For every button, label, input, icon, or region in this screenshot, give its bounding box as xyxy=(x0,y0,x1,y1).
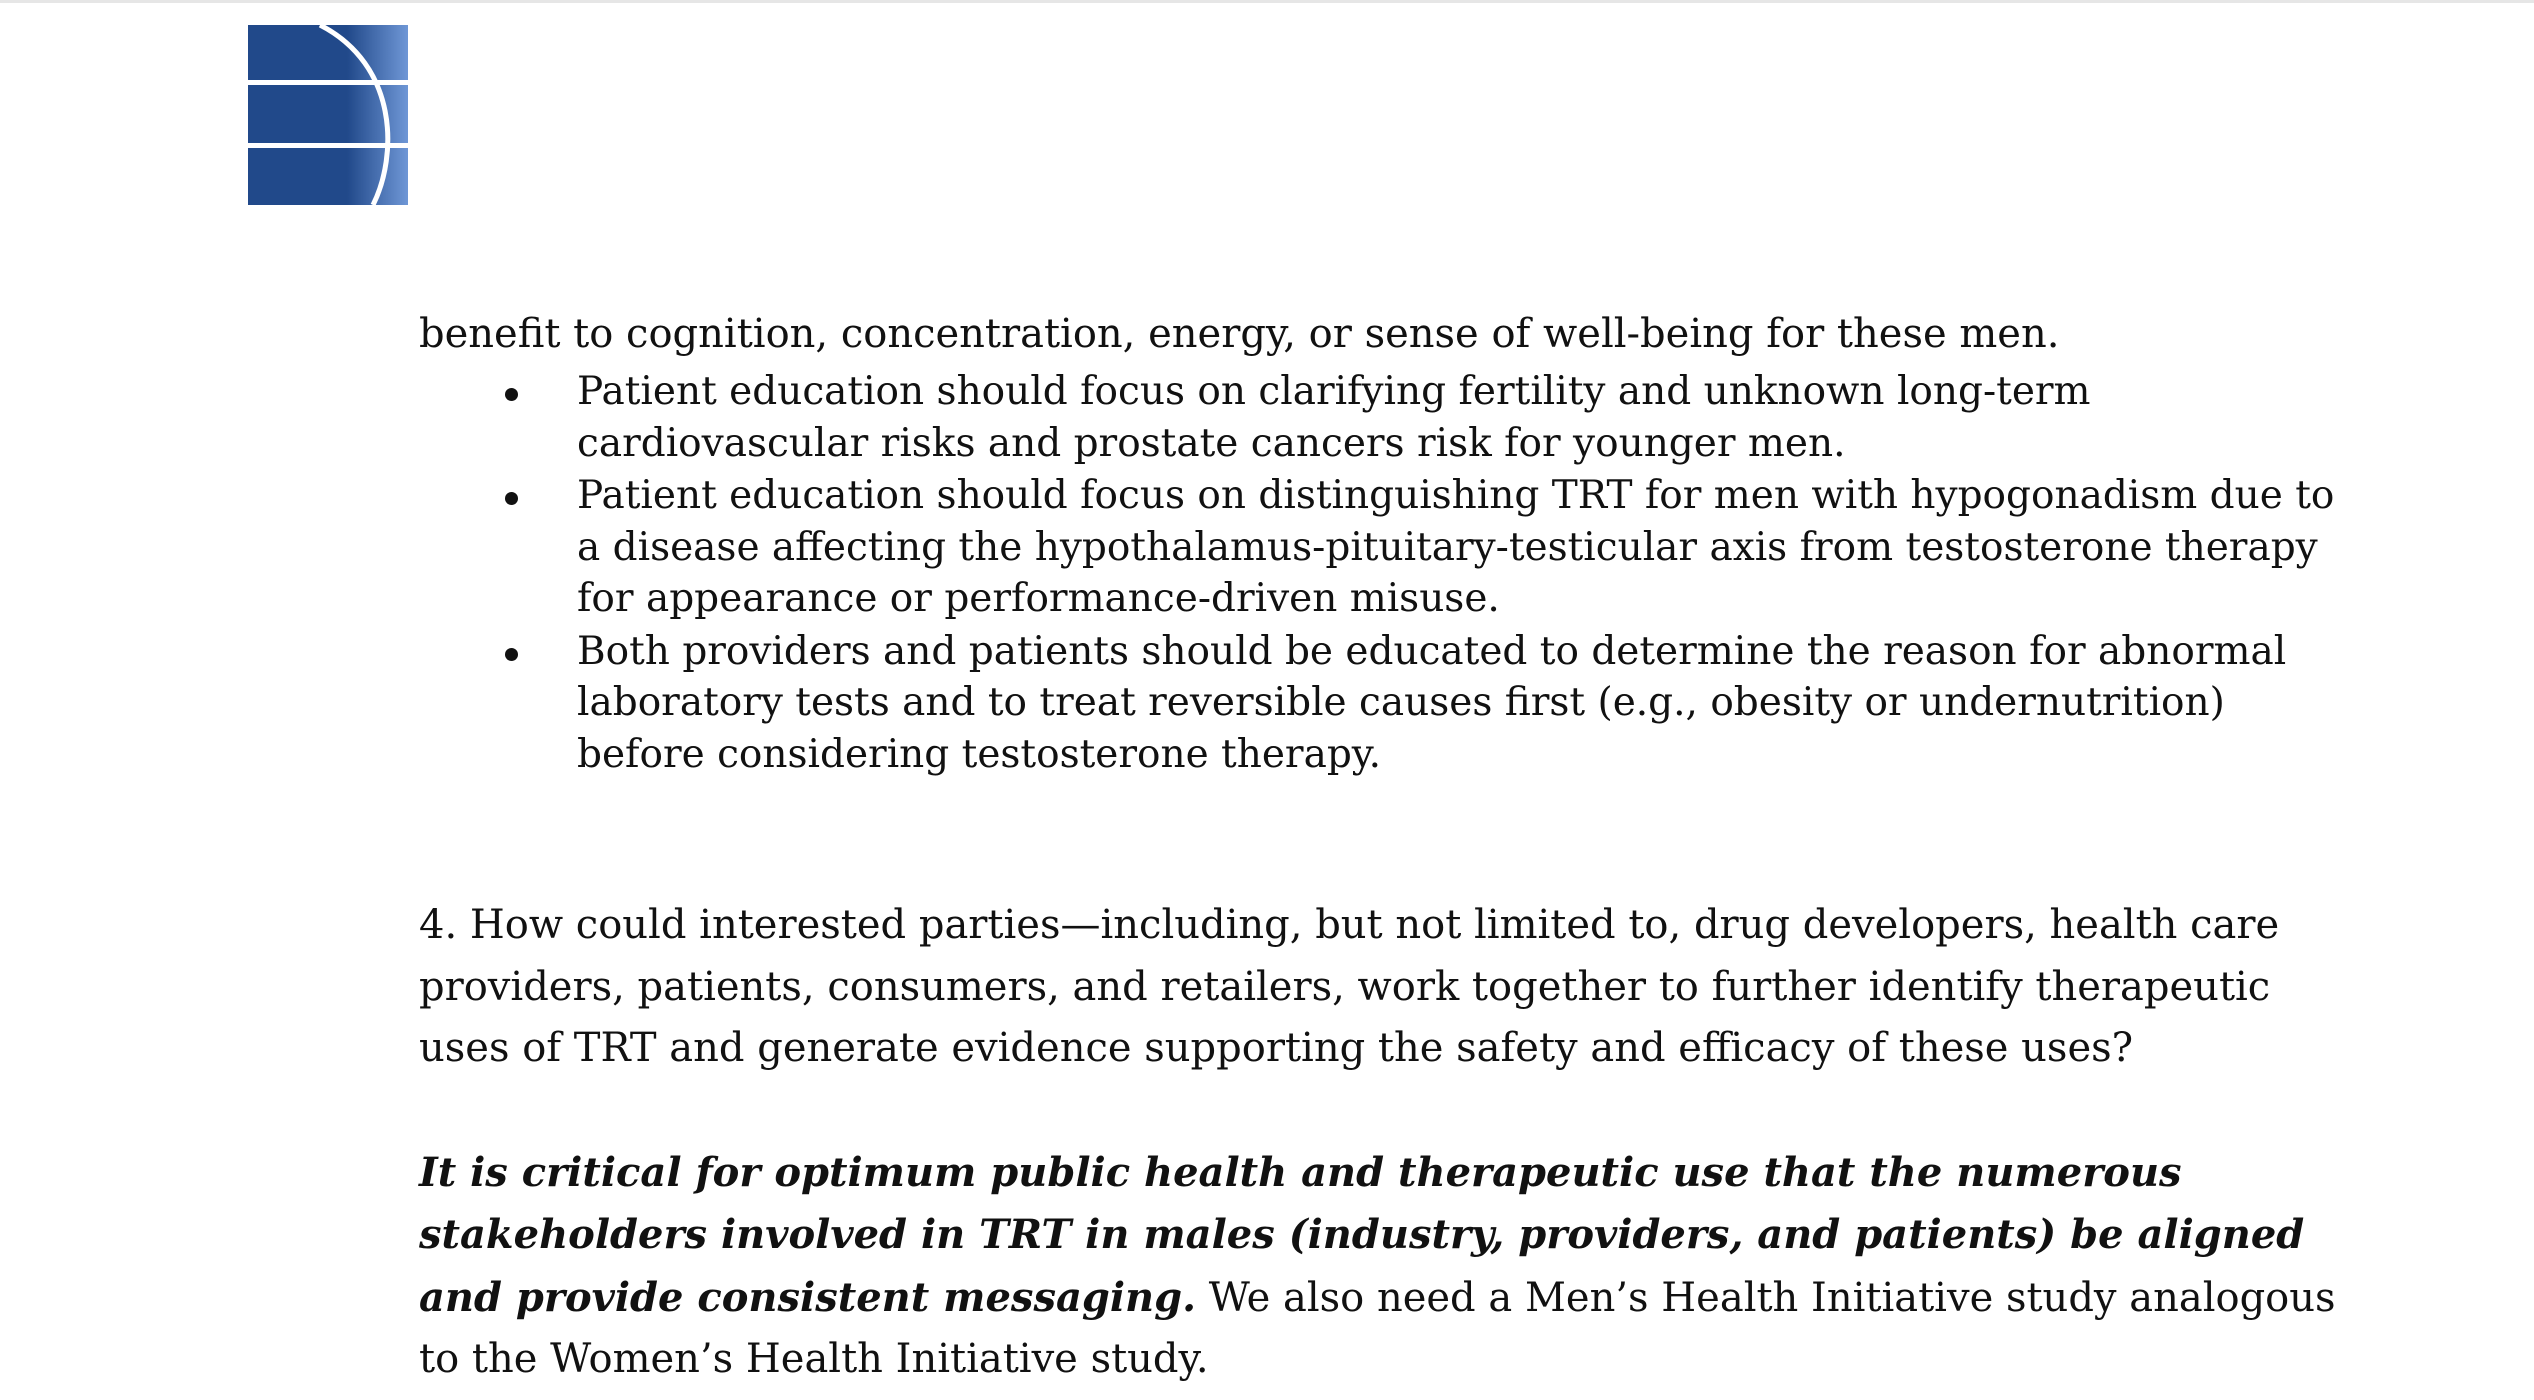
document-body xyxy=(419,303,2339,1391)
bullet-item xyxy=(419,366,2339,469)
bullet-text: Patient education should focus on clarifying fertility and unknown long-term cardiovascular risks and prostate cancers risk for younger men. xyxy=(577,369,2091,466)
bullet-item xyxy=(419,626,2339,781)
bullet-item xyxy=(419,470,2339,625)
answer-emphasis: It is critical for optimum public health and therapeutic use that the numerous stakeholders involved in TRT in males (industry, providers, and patients) be aligned and provide consistent messaging. xyxy=(419,1148,2305,1321)
blue-square-logo-icon xyxy=(248,25,408,205)
bullet-dot-icon xyxy=(505,648,518,661)
bullet-text: Both providers and patients should be educated to determine the reason for abnormal laboratory tests and to treat reversible causes first (e.g., obesity or undernutrition) before considering testosterone therapy. xyxy=(577,628,2287,777)
answer-paragraph xyxy=(419,1142,2339,1391)
answer-rest: We also need a Men’s Health Initiative study analogous to the Women’s Health Initiative study. xyxy=(419,1274,2336,1382)
lead-paragraph: benefit to cognition, concentration, energy, or sense of well-being for these men. xyxy=(419,311,2060,357)
bullet-text: Patient education should focus on distinguishing TRT for men with hypogonadism due to a disease affecting the hypothalamus-pituitary-testicular axis from testosterone therapy for appearance or performance-driven misuse. xyxy=(577,473,2335,621)
bullet-dot-icon xyxy=(505,388,518,401)
question-paragraph: 4. How could interested parties—including, but not limited to, drug developers, health care providers, patients, consumers, and retailers, work together to further identify therapeutic uses of TRT and generate evidence supporting the safety and efficacy of these uses? xyxy=(419,902,2280,1071)
bullet-dot-icon xyxy=(505,492,518,505)
bullet-list xyxy=(419,366,2339,780)
